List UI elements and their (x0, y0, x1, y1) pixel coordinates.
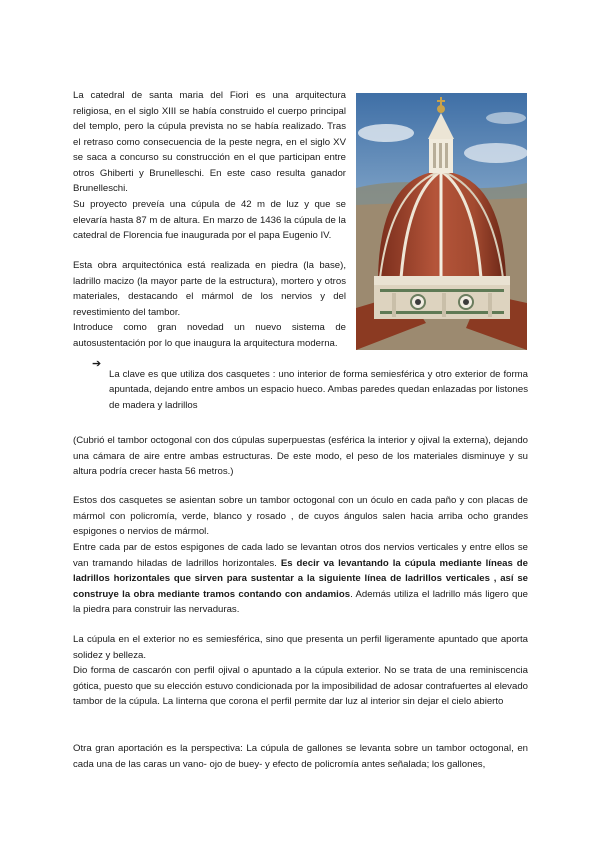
paren-paragraph: (Cubrió el tambor octogonal con dos cúpulas superpuestas (esférica la interior y ojival la externa), dejando una cámara de aire entre ambas estructuras. De este modo, el peso de los materiales disminuye y su altura podría crecer hasta 56 metros.) (73, 435, 528, 477)
perspectiva-paragraph: Otra gran aportación es la perspectiva: La cúpula de gallones se levanta sobre un tambor octogonal, en cada una de las caras un vano- ojo de buey- y efecto de policromía antes señalada; los gallones, (73, 743, 528, 770)
espigones-paragraph (73, 540, 528, 618)
espigones-bold-text: Es decir va levantando la cúpula mediante líneas de ladrillos horizontales que sirven para sustentar a la siguiente línea de ladrillos verticales , así se construye la obra mediante tramos contando con andamios (73, 557, 529, 600)
bullet-item (92, 357, 528, 423)
espigones-text-c: . Además utiliza el ladrillo más ligero que la piedra para construir las nervaduras. (73, 588, 529, 615)
intro-paragraph-2: Su proyecto preveía una cúpula de 42 m de luz y que se elevaría hasta 87 m de altura. En marzo de 1436 la cúpula de la catedral de Florencia fue inaugurada por el papa Eugenio IV. (73, 199, 346, 241)
espigones-text-a: Entre cada par de estos espigones de cada lado se levantan otros dos nervios verticales y entre ellos se van tramando hiladas de ladrillos horizontales. (73, 542, 528, 569)
exterior-paragraph: La cúpula en el exterior no es semiesférica, sino que presenta un perfil ligeramente apuntado que aporta solidez y belleza. (73, 634, 528, 661)
intro-paragraph-1: La catedral de santa maria del Fiori es una arquitectura religiosa, en el siglo XIII se había construido el cuerpo principal del templo, pero la cúpula prevista no se había realizado. Tras el retraso como consecuencia de la peste negra, en el siglo XV se saca a concurso su construcción en el que participan entre otros Ghiberti y Brunelleschi. En este caso resulta ganador Brunelleschi. (73, 90, 346, 194)
cascaron-paragraph: Dio forma de cascarón con perfil ojival o apuntado a la cúpula exterior. No se trata de una reminiscencia gótica, puesto que su elección estuvo condicionada por la imposibilidad de adosar contrafuertes al elevado tambor de la cúpula. La linterna que corona el perfil permite dar luz al interior sin dejar el cielo abierto (73, 665, 528, 707)
casquetes-paragraph: Estos dos casquetes se asientan sobre un tambor octogonal con un óculo en cada paño y con placas de mármol con policromía, verde, blanco y rosado , de cuyos ángulos salen hacia arriba ocho grandes espigones o nervios de mármol. (73, 495, 528, 537)
cathedral-dome-photo (356, 93, 527, 350)
bullet-text: La clave es que utiliza dos casquetes : uno interior de forma semiesférica y otro exterior de forma apuntada, dejando entre ambos un espacio hueco. Ambas paredes quedan enlazadas por listones de madera y ladrillos (109, 368, 528, 411)
intro-paragraph-4: Introduce como gran novedad un nuevo sistema de autosustentación por lo que inaugura la arquitectura moderna. (73, 322, 346, 349)
intro-paragraph-3: Esta obra arquitectónica está realizada en piedra (la base), ladrillo macizo (la mayor parte de la estructura), mortero y otros materiales, destacando el mármol de los nervios y del revestimiento del tambor. (73, 260, 346, 318)
dome-illustration (356, 93, 527, 350)
arrow-right-icon: ➔ (92, 358, 102, 370)
